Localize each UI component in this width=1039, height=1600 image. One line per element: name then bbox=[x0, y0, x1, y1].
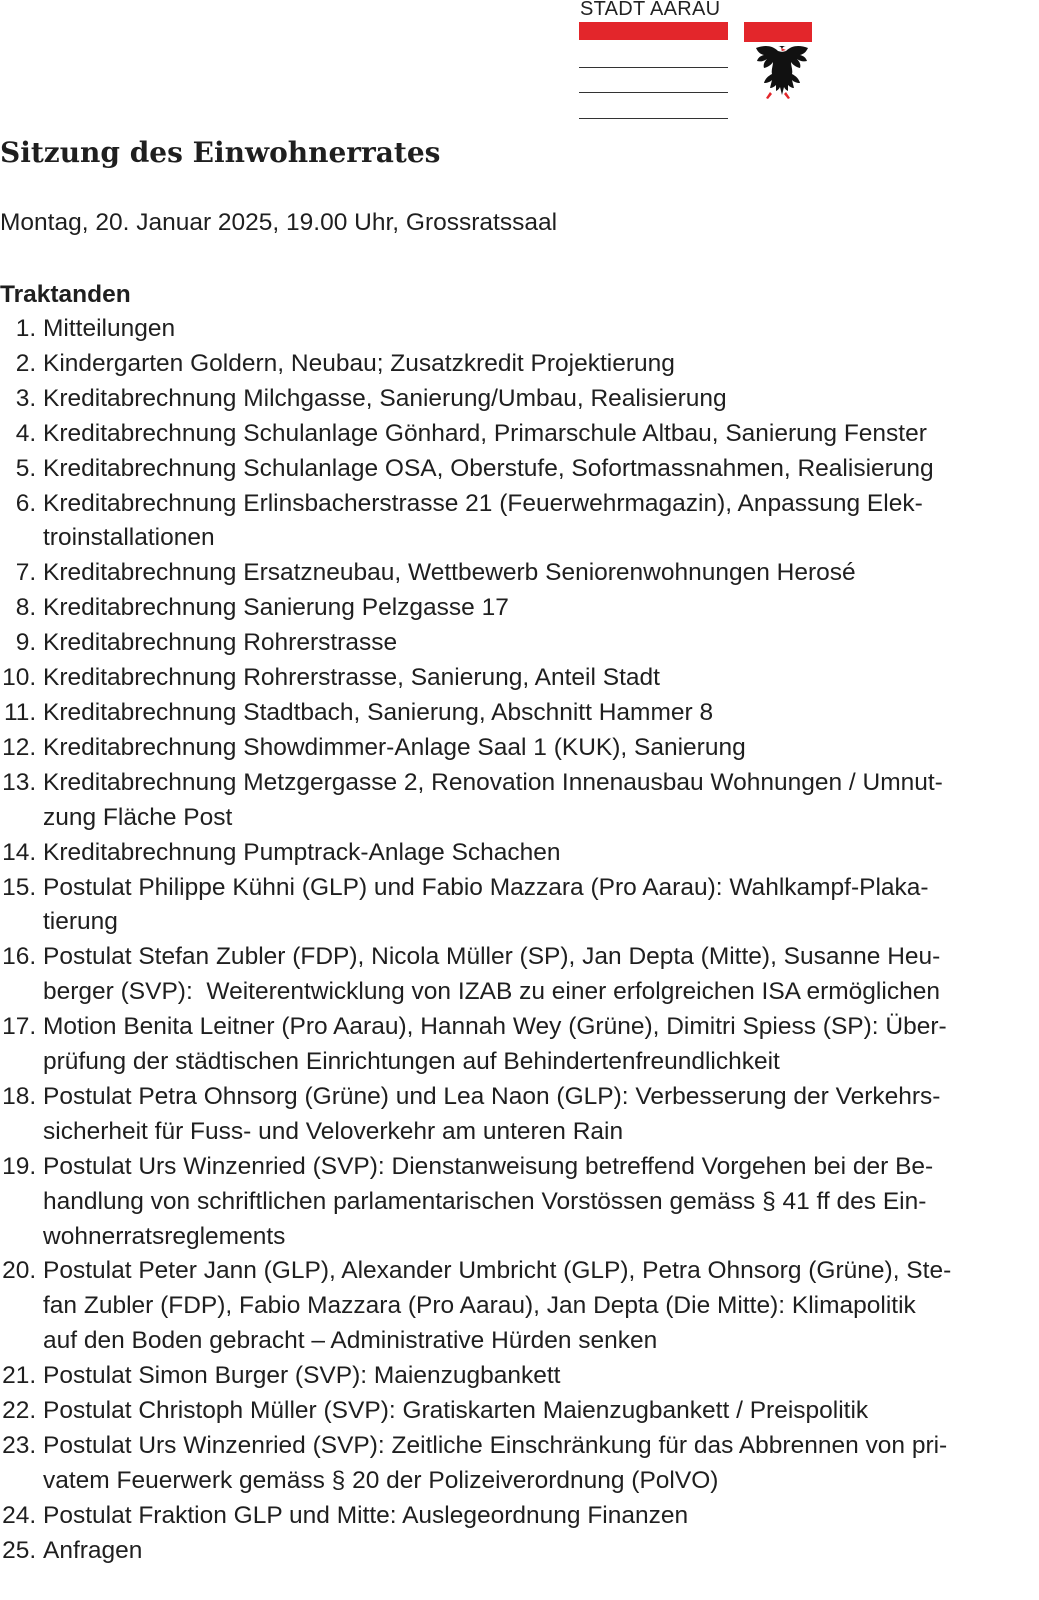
agenda-item-text bbox=[43, 871, 929, 941]
agenda-item-number: 9. bbox=[15, 629, 43, 657]
agenda-item-number: 24. bbox=[2, 1501, 43, 1529]
agenda-item-line: Postulat Christoph Müller (SVP): Gratiskarten Maienzugbankett / Preispolitik bbox=[43, 1397, 869, 1425]
agenda-item-text bbox=[43, 382, 727, 417]
agenda-item-line: troinstallationen bbox=[43, 524, 215, 552]
agenda-item-number: 14. bbox=[2, 838, 43, 866]
agenda-item bbox=[0, 661, 1030, 696]
agenda-item-text bbox=[43, 836, 561, 871]
agenda-item bbox=[0, 1080, 1030, 1150]
agenda-item-line: prüfung der städtischen Einrichtungen auf Behindertenfreundlichkeit bbox=[43, 1048, 780, 1076]
agenda-item-number: 13. bbox=[2, 768, 43, 796]
agenda-item-text bbox=[43, 1359, 560, 1394]
agenda-item-number: 17. bbox=[2, 1013, 43, 1041]
agenda-item-text bbox=[43, 1150, 933, 1255]
agenda-item-text bbox=[43, 731, 746, 766]
agenda-item-number: 11. bbox=[3, 698, 43, 726]
agenda-item-line: sicherheit für Fuss- und Veloverkehr am unteren Rain bbox=[43, 1117, 624, 1145]
agenda-list bbox=[0, 312, 1030, 1569]
agenda-item-line: Kreditabrechnung Erlinsbacherstrasse 21 (Feuerwehrmagazin), Anpassung Elek- bbox=[43, 489, 923, 517]
agenda-item-line: Kreditabrechnung Pumptrack-Anlage Schachen bbox=[43, 838, 561, 866]
agenda-item-line: Kreditabrechnung Stadtbach, Sanierung, Abschnitt Hammer 8 bbox=[43, 698, 714, 726]
agenda-item-line: wohnerratsreglements bbox=[43, 1222, 286, 1250]
agenda-item-number: 15. bbox=[2, 873, 43, 901]
agenda-item bbox=[0, 382, 1030, 417]
agenda-item-number: 21. bbox=[2, 1362, 43, 1390]
agenda-item bbox=[0, 556, 1030, 591]
agenda-item-line: Kreditabrechnung Schulanlage Gönhard, Primarschule Altbau, Sanierung Fenster bbox=[43, 419, 927, 447]
agenda-item-text bbox=[43, 487, 923, 557]
agenda-item-line: Anfragen bbox=[43, 1536, 143, 1564]
agenda-item-text bbox=[43, 347, 675, 382]
agenda-item-line: Mitteilungen bbox=[43, 315, 176, 342]
agenda-item-text bbox=[43, 766, 943, 836]
agenda-item bbox=[0, 766, 1030, 836]
agenda-item-number: 2. bbox=[15, 349, 43, 377]
agenda-item-number: 16. bbox=[2, 943, 43, 971]
agenda-item bbox=[0, 626, 1030, 661]
agenda-item bbox=[0, 1394, 1030, 1429]
agenda-item-text bbox=[43, 1499, 688, 1534]
agenda-item-line: Kreditabrechnung Showdimmer-Anlage Saal 1 (KUK), Sanierung bbox=[43, 733, 746, 761]
agenda-item-number: 19. bbox=[2, 1152, 43, 1180]
logo-line-1 bbox=[579, 67, 728, 68]
agenda-item-line: berger (SVP): Weiterentwicklung von IZAB zu einer erfolgreichen ISA ermöglichen bbox=[43, 978, 940, 1006]
agenda-item-text bbox=[43, 940, 940, 1010]
logo-line-2 bbox=[579, 92, 728, 93]
agenda-item-line: Postulat Urs Winzenried (SVP): Dienstanweisung betreffend Vorgehen bei der Be- bbox=[43, 1152, 934, 1180]
logo-line-3 bbox=[579, 118, 728, 119]
agenda-item bbox=[0, 871, 1030, 941]
agenda-item bbox=[0, 417, 1030, 452]
agenda-item-line: Kreditabrechnung Metzgergasse 2, Renovation Innenausbau Wohnungen / Umnut- bbox=[43, 768, 943, 796]
agenda-item-text bbox=[43, 556, 856, 591]
agenda-item bbox=[0, 1254, 1030, 1359]
agenda-item-line: Kreditabrechnung Rohrerstrasse, Sanierung, Anteil Stadt bbox=[43, 664, 660, 692]
agenda-item-line: zung Fläche Post bbox=[43, 803, 233, 831]
agenda-item-line: Postulat Fraktion GLP und Mitte: Auslegeordnung Finanzen bbox=[43, 1501, 689, 1529]
agenda-item-number: 7. bbox=[15, 559, 43, 587]
agenda-item bbox=[0, 696, 1030, 731]
agenda-item-line: Kindergarten Goldern, Neubau; Zusatzkredit Projektierung bbox=[43, 349, 675, 377]
agenda-item bbox=[0, 452, 1030, 487]
agenda-item-line: Kreditabrechnung Milchgasse, Sanierung/Umbau, Realisierung bbox=[43, 384, 727, 412]
agenda-item-line: tierung bbox=[43, 908, 118, 936]
agenda-item-number: 5. bbox=[15, 454, 43, 482]
agenda-item-text bbox=[43, 626, 397, 661]
agenda-item-line: Kreditabrechnung Sanierung Pelzgasse 17 bbox=[43, 594, 509, 622]
meeting-info: Montag, 20. Januar 2025, 19.00 Uhr, Grossratssaal bbox=[0, 209, 558, 236]
agenda-item-number: 23. bbox=[2, 1432, 43, 1459]
agenda-item-text bbox=[43, 1254, 951, 1359]
agenda-item bbox=[0, 312, 1030, 347]
agenda-item-text bbox=[43, 1429, 947, 1499]
agenda-item bbox=[0, 940, 1030, 1010]
agenda-item-text bbox=[43, 1534, 142, 1569]
agenda-item-number: 8. bbox=[15, 594, 43, 622]
agenda-item-line: Postulat Stefan Zubler (FDP), Nicola Müller (SP), Jan Depta (Mitte), Susanne Heu- bbox=[43, 943, 941, 971]
agenda-item bbox=[0, 591, 1030, 626]
agenda-item bbox=[0, 1429, 1030, 1499]
agenda-item bbox=[0, 731, 1030, 766]
agenda-item-line: vatem Feuerwerk gemäss § 20 der Polizeiverordnung (PolVO) bbox=[43, 1466, 719, 1494]
agenda-item-text bbox=[43, 696, 713, 731]
agenda-item-text bbox=[43, 1010, 947, 1080]
agenda-item-number: 18. bbox=[2, 1082, 43, 1110]
agenda-item-line: Kreditabrechnung Schulanlage OSA, Oberstufe, Sofortmassnahmen, Realisierung bbox=[43, 454, 934, 482]
agenda-item bbox=[0, 1534, 1030, 1569]
agenda-item-text bbox=[43, 1394, 868, 1429]
agenda-item-line: Postulat Peter Jann (GLP), Alexander Umbricht (GLP), Petra Ohnsorg (Grüne), Ste- bbox=[43, 1257, 952, 1285]
agenda-item-number: 1. bbox=[15, 315, 43, 342]
agenda-item-number: 22. bbox=[2, 1397, 43, 1425]
agenda-item-text bbox=[43, 661, 660, 696]
agenda-item bbox=[0, 1150, 1030, 1255]
agenda-item-line: Kreditabrechnung Rohrerstrasse bbox=[43, 629, 398, 657]
agenda-item bbox=[0, 347, 1030, 382]
eagle-crest-icon bbox=[744, 22, 812, 118]
agenda-item-text bbox=[43, 1080, 940, 1150]
agenda-item-line: Postulat Urs Winzenried (SVP): Zeitliche Einschränkung für das Abbrennen von pri- bbox=[43, 1432, 948, 1459]
agenda-item-line: auf den Boden gebracht – Administrative Hürden senken bbox=[43, 1327, 658, 1355]
agenda-item bbox=[0, 487, 1030, 557]
agenda-item-line: fan Zubler (FDP), Fabio Mazzara (Pro Aarau), Jan Depta (Die Mitte): Klimapolitik bbox=[43, 1292, 916, 1320]
agenda-item-text bbox=[43, 591, 509, 626]
logo-red-bar bbox=[579, 22, 728, 40]
agenda-item-number: 4. bbox=[15, 419, 43, 447]
agenda-item-line: Motion Benita Leitner (Pro Aarau), Hannah Wey (Grüne), Dimitri Spiess (SP): Über- bbox=[43, 1013, 947, 1041]
agenda-item-text bbox=[43, 312, 175, 347]
agenda-item-line: Postulat Philippe Kühni (GLP) und Fabio Mazzara (Pro Aarau): Wahlkampf-Plaka- bbox=[43, 873, 929, 901]
agenda-item bbox=[0, 1010, 1030, 1080]
agenda-item-line: Postulat Petra Ohnsorg (Grüne) und Lea Naon (GLP): Verbesserung der Verkehrs- bbox=[43, 1082, 941, 1110]
agenda-item-line: handlung von schriftlichen parlamentarischen Vorstössen gemäss § 41 ff des Ein- bbox=[43, 1187, 927, 1215]
agenda-item-text bbox=[43, 452, 934, 487]
agenda-item bbox=[0, 836, 1030, 871]
agenda-item-text bbox=[43, 417, 927, 452]
agenda-item-number: 6. bbox=[15, 489, 43, 517]
page-title: Sitzung des Einwohnerrates bbox=[0, 136, 441, 169]
agenda-heading: Traktanden bbox=[0, 281, 131, 308]
agenda-item-line: Kreditabrechnung Ersatzneubau, Wettbewerb Seniorenwohnungen Herosé bbox=[43, 559, 856, 587]
stadt-aarau-logo bbox=[578, 0, 818, 130]
agenda-item bbox=[0, 1359, 1030, 1394]
agenda-item-line: Postulat Simon Burger (SVP): Maienzugbankett bbox=[43, 1362, 561, 1390]
agenda-item-number: 3. bbox=[15, 384, 43, 412]
agenda-item-number: 25. bbox=[2, 1536, 43, 1564]
agenda-item bbox=[0, 1499, 1030, 1534]
logo-text: STADT AARAU bbox=[580, 0, 721, 20]
agenda-item-number: 12. bbox=[2, 733, 43, 761]
agenda-item-number: 20. bbox=[2, 1257, 43, 1285]
agenda-item-number: 10. bbox=[2, 664, 43, 692]
